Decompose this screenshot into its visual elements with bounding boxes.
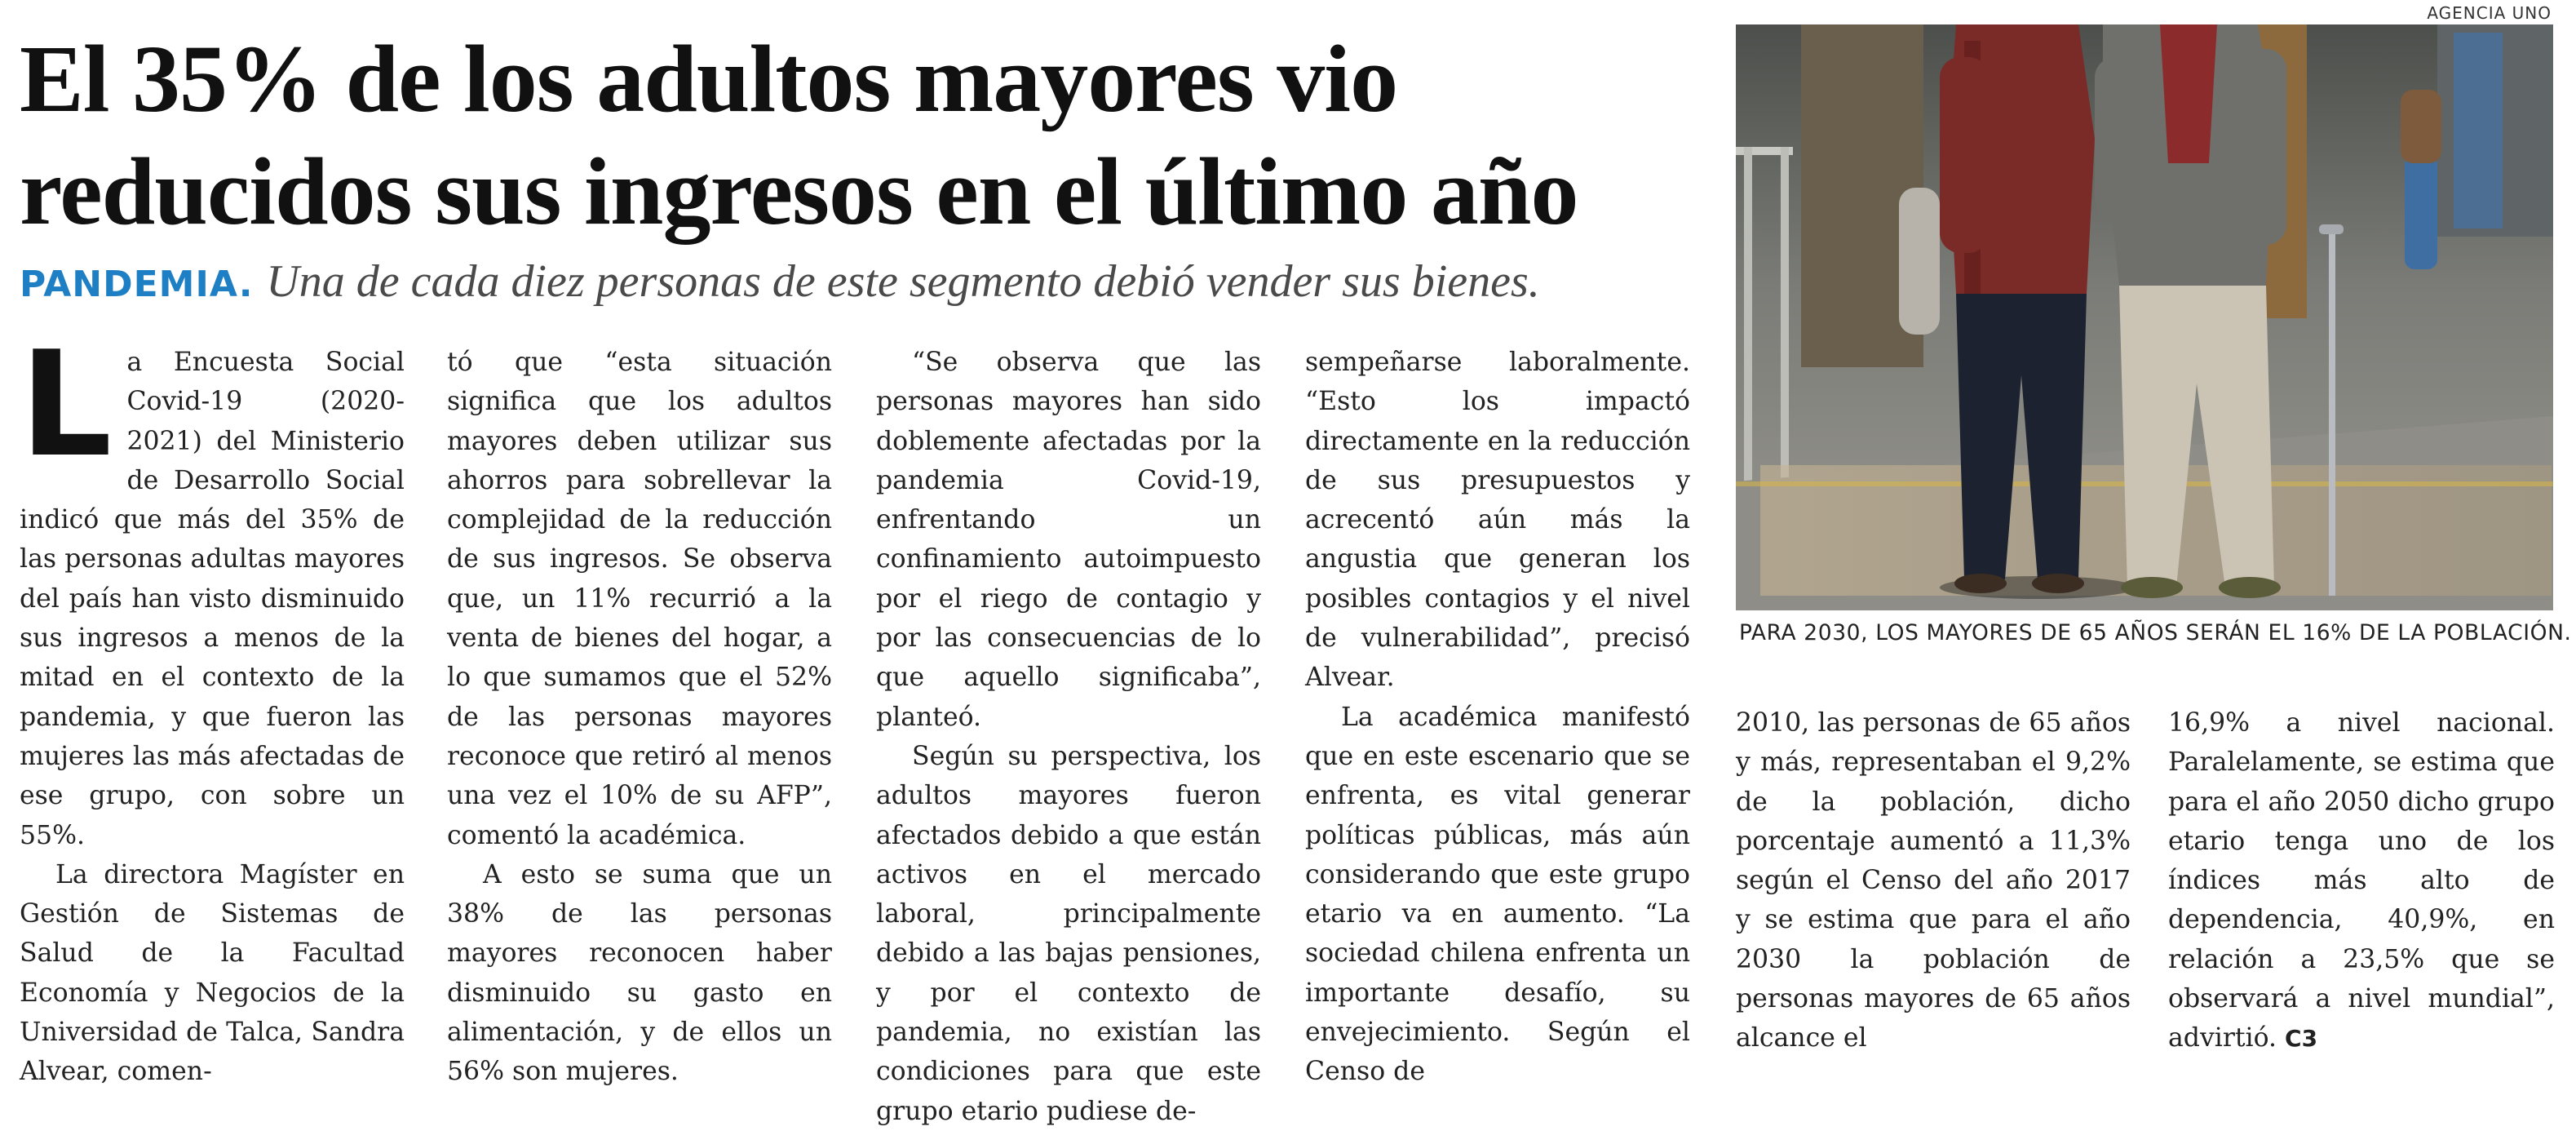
- col2-paragraph-2: A esto se suma que un 38% de las personas mayores reconocen haber disminuido su gasto en alimentación, y de ellos un 56% son mujeres.: [447, 859, 832, 1087]
- article-column-6: [2168, 703, 2555, 1059]
- article-column-2: [447, 343, 832, 1092]
- col4-paragraph-2: La académica manifestó que en este escenario que se enfrenta, es vital generar políticas públicas, más aún considerando que este grupo etario va en aumento. “La sociedad chilena enfrenta un importante desafío, su envejecimiento. Según el Censo de: [1305, 702, 1690, 1087]
- col5-paragraph-1: 2010, las personas de 65 años y más, representaban el 9,2% de la población, dicho porcentaje aumentó a 11,3% según el Censo del año 2017 y se estima que para el año 2030 la población de personas mayores de 65 años alcance el: [1736, 708, 2131, 1053]
- headline: [20, 23, 1700, 248]
- subheadline-deck: [20, 253, 1700, 313]
- col4-paragraph-1: sempeñarse laboralmente. “Esto los impactó directamente en la reducción de sus presupuestos y acrecentó aún más la angustia que generan los posibles contagios y el nivel de vulnerabilidad”, precisó Alvear.: [1305, 348, 1690, 693]
- photo-caption: PARA 2030, LOS MAYORES DE 65 AÑOS SERÁN EL 16% DE LA POBLACIÓN.: [1739, 620, 2572, 645]
- article-column-4: [1305, 343, 1690, 1092]
- article-column-5: [1736, 703, 2131, 1058]
- headline-line-1: El 35% de los adultos mayores vio: [20, 25, 1398, 132]
- col6-paragraph-1: [2168, 703, 2555, 1059]
- drop-cap: L: [20, 320, 113, 489]
- headline-line-2: reducidos sus ingresos en el último año: [20, 138, 1578, 245]
- col1-paragraph-1-text: a Encuesta Social Covid-19 (2020-2021) del Ministerio de Desarrollo Social indicó que más del 35% de las personas adultas mayores del país han visto disminuido sus ingresos a menos de la mitad en el contexto de la pandemia, y que fueron las mujeres las más afectadas de ese grupo, con sobre un 55%.: [20, 348, 405, 850]
- elderly-couple-walking-illustration: [1736, 24, 2553, 610]
- section-kicker: PANDEMIA.: [20, 264, 254, 305]
- photo-credit: AGENCIA UNO: [2427, 3, 2552, 23]
- col3-paragraph-2: Según su perspectiva, los adultos mayores fueron afectados debido a que están activos en el mercado laboral, principalmente debido a las bajas pensiones, y por el contexto de pandemia, no existían las condiciones para que este grupo etario pudiese de-: [876, 741, 1261, 1126]
- col2-paragraph-1: tó que “esta situación significa que los adultos mayores deben utilizar sus ahorros para sobrellevar la complejidad de la reducción de sus ingresos. Se observa que, un 11% recurrió a la venta de bienes del hogar, a lo que sumamos que el 52% de las personas mayores reconoce que retiró al menos una vez el 10% de su AFP”, comentó la académica.: [447, 348, 832, 850]
- article-column-3: [876, 343, 1261, 1131]
- article-column-1: [20, 320, 405, 1092]
- news-photo: [1736, 24, 2553, 610]
- end-mark: C3: [2285, 1025, 2318, 1053]
- lead-paragraph: [20, 320, 405, 855]
- col6-text: 16,9% a nivel nacional. Paralelamente, se estima que para el año 2050 dicho grupo etario tenga uno de los índices más alto de dependencia, 40,9%, en relación a 23,5% que se observará a nivel mundial”, advirtió.: [2168, 708, 2555, 1053]
- col3-paragraph-1: “Se observa que las personas mayores han sido doblemente afectadas por la pandemia Covid-19, enfrentando un confinamiento autoimpuesto por el riego de contagio y por las consecuencias de lo que aquello significaba”, planteó.: [876, 348, 1261, 732]
- subheadline: Una de cada diez personas de este segmento debió vender sus bienes.: [266, 256, 1540, 307]
- col1-paragraph-2: La directora Magíster en Gestión de Sistemas de Salud de la Facultad Economía y Negocios de la Universidad de Talca, Sandra Alvear, comen-: [20, 859, 405, 1087]
